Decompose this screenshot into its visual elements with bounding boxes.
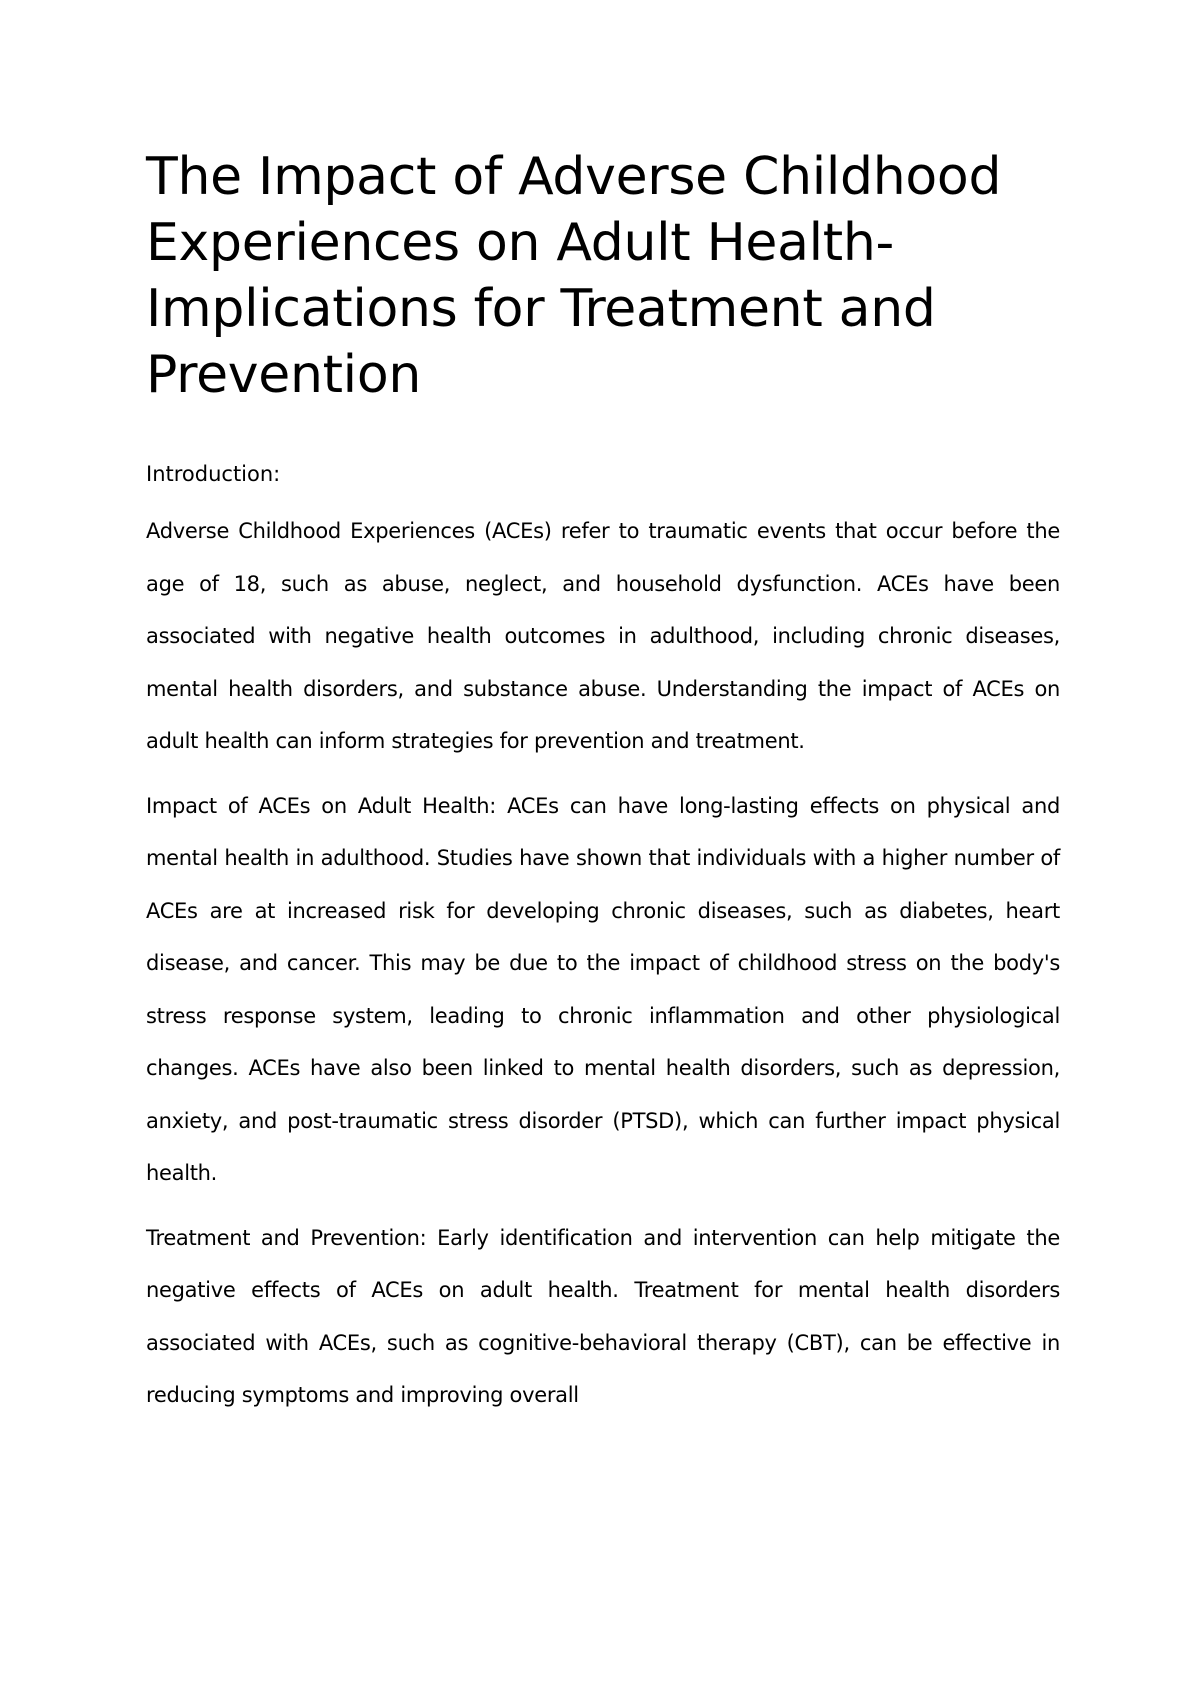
document-title: The Impact of Adverse Childhood Experiences on Adult Health- Implications for Treatment and Prevention [146, 147, 1002, 405]
paragraph-treatment-and-prevention: Treatment and Prevention: Early identification and intervention can help mitigate the negative effects of ACEs on adult health. Treatment for mental health disorders associated with ACEs, such as cognitive-behavioral therapy (CBT), can be effective in reducing symptoms and improving overall [146, 1225, 1060, 1407]
paragraph-impact-of-aces: Impact of ACEs on Adult Health: ACEs can have long-lasting effects on physical and mental health in adulthood. Studies have shown that individuals with a higher number of ACEs are at increased risk for developing chronic diseases, such as diabetes, heart disease, and cancer. This may be due to the impact of childhood stress on the body's stress response system, leading to chronic inflammation and other physiological changes. ACEs have also been linked to mental health disorders, such as depression, anxiety, and post-traumatic stress disorder (PTSD), which can further impact physical health. [146, 793, 1060, 1185]
document-body [146, 144, 1060, 1422]
introduction-heading: Introduction: [146, 462, 281, 486]
paragraph-introduction: Adverse Childhood Experiences (ACEs) refer to traumatic events that occur before the age of 18, such as abuse, neglect, and household dysfunction. ACEs have been associated with negative health outcomes in adulthood, including chronic diseases, mental health disorders, and substance abuse. Understanding the impact of ACEs on adult health can inform strategies for prevention and treatment. [146, 519, 1060, 753]
